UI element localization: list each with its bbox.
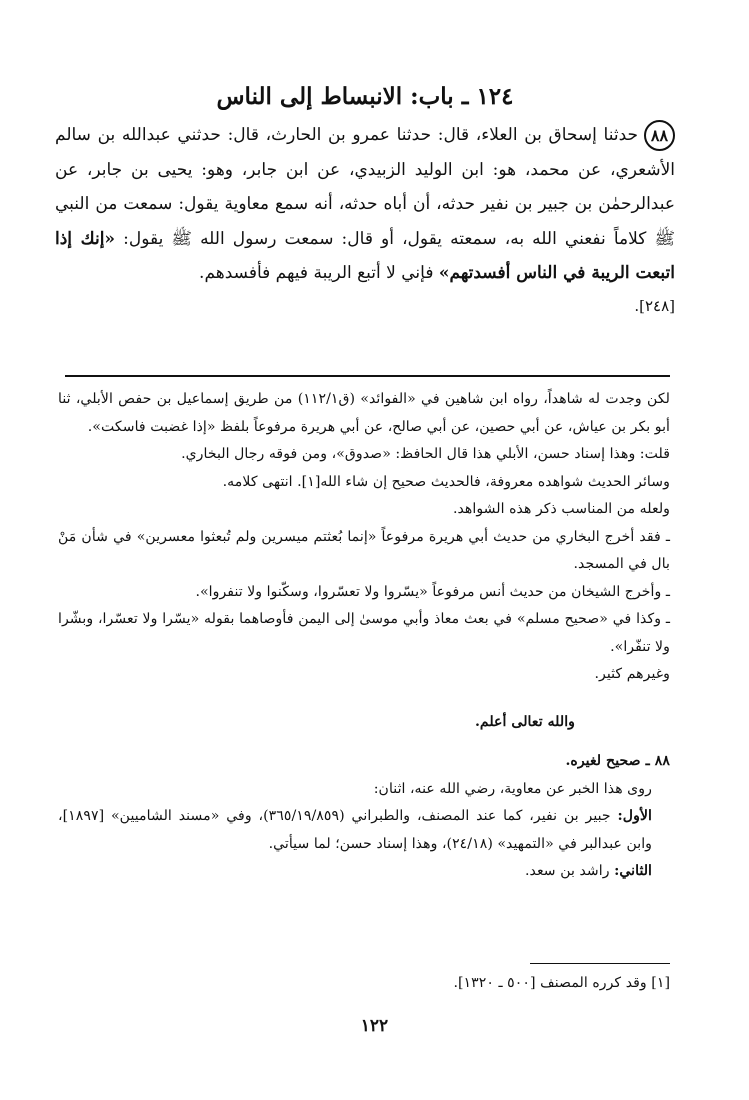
page-number: ١٢٢ — [360, 1016, 389, 1036]
commentary-paragraph: ولعله من المناسب ذكر هذه الشواهد. — [452, 501, 670, 517]
hadith-number-badge: ٨٨ — [644, 120, 675, 151]
main-text-block — [55, 82, 675, 319]
commentary-closing: والله تعالى أعلم. — [474, 713, 575, 730]
commentary-paragraph: ـ فقد أخرج البخاري من حديث أبي هريرة مرفوعاً «إنما بُعثتم ميسرين ولم تُبعثوا معسرين» في شأن مَنْ بال في المسجد. — [58, 528, 670, 572]
footnote: [١] وقد كرره المصنف [٥٠٠ ـ ١٣٢٠]. — [453, 975, 670, 991]
commentary-paragraph: وغيرهم كثير. — [594, 666, 670, 682]
commentary-block — [58, 386, 670, 886]
grading-first-label: الأول: — [617, 808, 652, 824]
chapter-title: ١٢٤ ـ باب: الانبساط إلى الناس — [216, 83, 514, 110]
grading-second-text: راشد بن سعد. — [525, 863, 615, 879]
hadith-text-quote: «إنك إذا اتبعت الريبة في الناس أفسدتهم» — [55, 228, 675, 283]
commentary-paragraph: ـ وكذا في «صحيح مسلم» في بعث معاذ وأبي موسىٰ إلى اليمن فأوصاهما بقوله «يسّرا ولا تعسّرا، وبشّرا ولا تنفّرا». — [58, 611, 670, 655]
grading-first — [58, 803, 670, 858]
grading-second — [58, 858, 670, 886]
hadith-text-intro: حدثنا إسحاق بن العلاء، قال: حدثنا عمرو بن الحارث، قال: حدثني عبدالله بن سالم الأشعري، عن محمد، هو: ابن الوليد الزبيدي، عن ابن جابر، وهو: يحيى بن جابر، عن عبدالرحمٰن بن جبير بن نفير حدثه، أن أباه حدثه، أنه سمع معاوية يقول: سمعت من النبي ﷺ كلاماً نفعني الله به، سمعته يقول، أو قال: سمعت رسول الله ﷺ يقول: — [55, 125, 675, 249]
grading-second-label: الثاني: — [614, 863, 652, 879]
hadith-text-end: فإني لا أتبع الريبة فيهم فأفسدهم. — [199, 263, 439, 283]
commentary-paragraph: ـ وأخرج الشيخان من حديث أنس مرفوعاً «يسّروا ولا تعسّروا، وسكّنوا ولا تنفروا». — [195, 583, 670, 600]
hadith-reference: [٢٤٨]. — [634, 296, 675, 315]
hadith-text — [55, 118, 675, 291]
commentary-paragraph: لكن وجدت له شاهداً، رواه ابن شاهين في «الفوائد» (ق١١٢/١) من طريق إسماعيل بن حفص الأبلي، ثنا أبو بكر بن عياش، عن أبي حصين، عن أبي صالح، عن أبي هريرة مرفوعاً بلفظ «إذا غضبت فاسكت». — [58, 391, 670, 435]
grading-intro: روى هذا الخبر عن معاوية، رضي الله عنه، اثنان: — [373, 780, 652, 797]
commentary-paragraph: وسائر الحديث شواهده معروفة، فالحديث صحيح إن شاء الله[١]. انتهى كلامه. — [222, 473, 670, 490]
endnote-divider — [530, 963, 670, 964]
commentary-paragraph: قلت: وهذا إسناد حسن، الأبلي هذا قال الحافظ: «صدوق»، ومن فوقه رجال البخاري. — [181, 446, 670, 462]
footnote-divider — [65, 375, 670, 377]
grading-heading: ٨٨ ـ صحيح لغيره. — [565, 753, 670, 769]
grading-first-text: جبير بن نفير، كما عند المصنف، والطبراني (٣٦٥/١٩/٨٥٩)، وفي «مسند الشاميين» [١٨٩٧]، وابن عبدالبر في «التمهيد» (٢٤/١٨)، وهذا إسناد حسن؛ لما سيأتي. — [58, 808, 652, 852]
